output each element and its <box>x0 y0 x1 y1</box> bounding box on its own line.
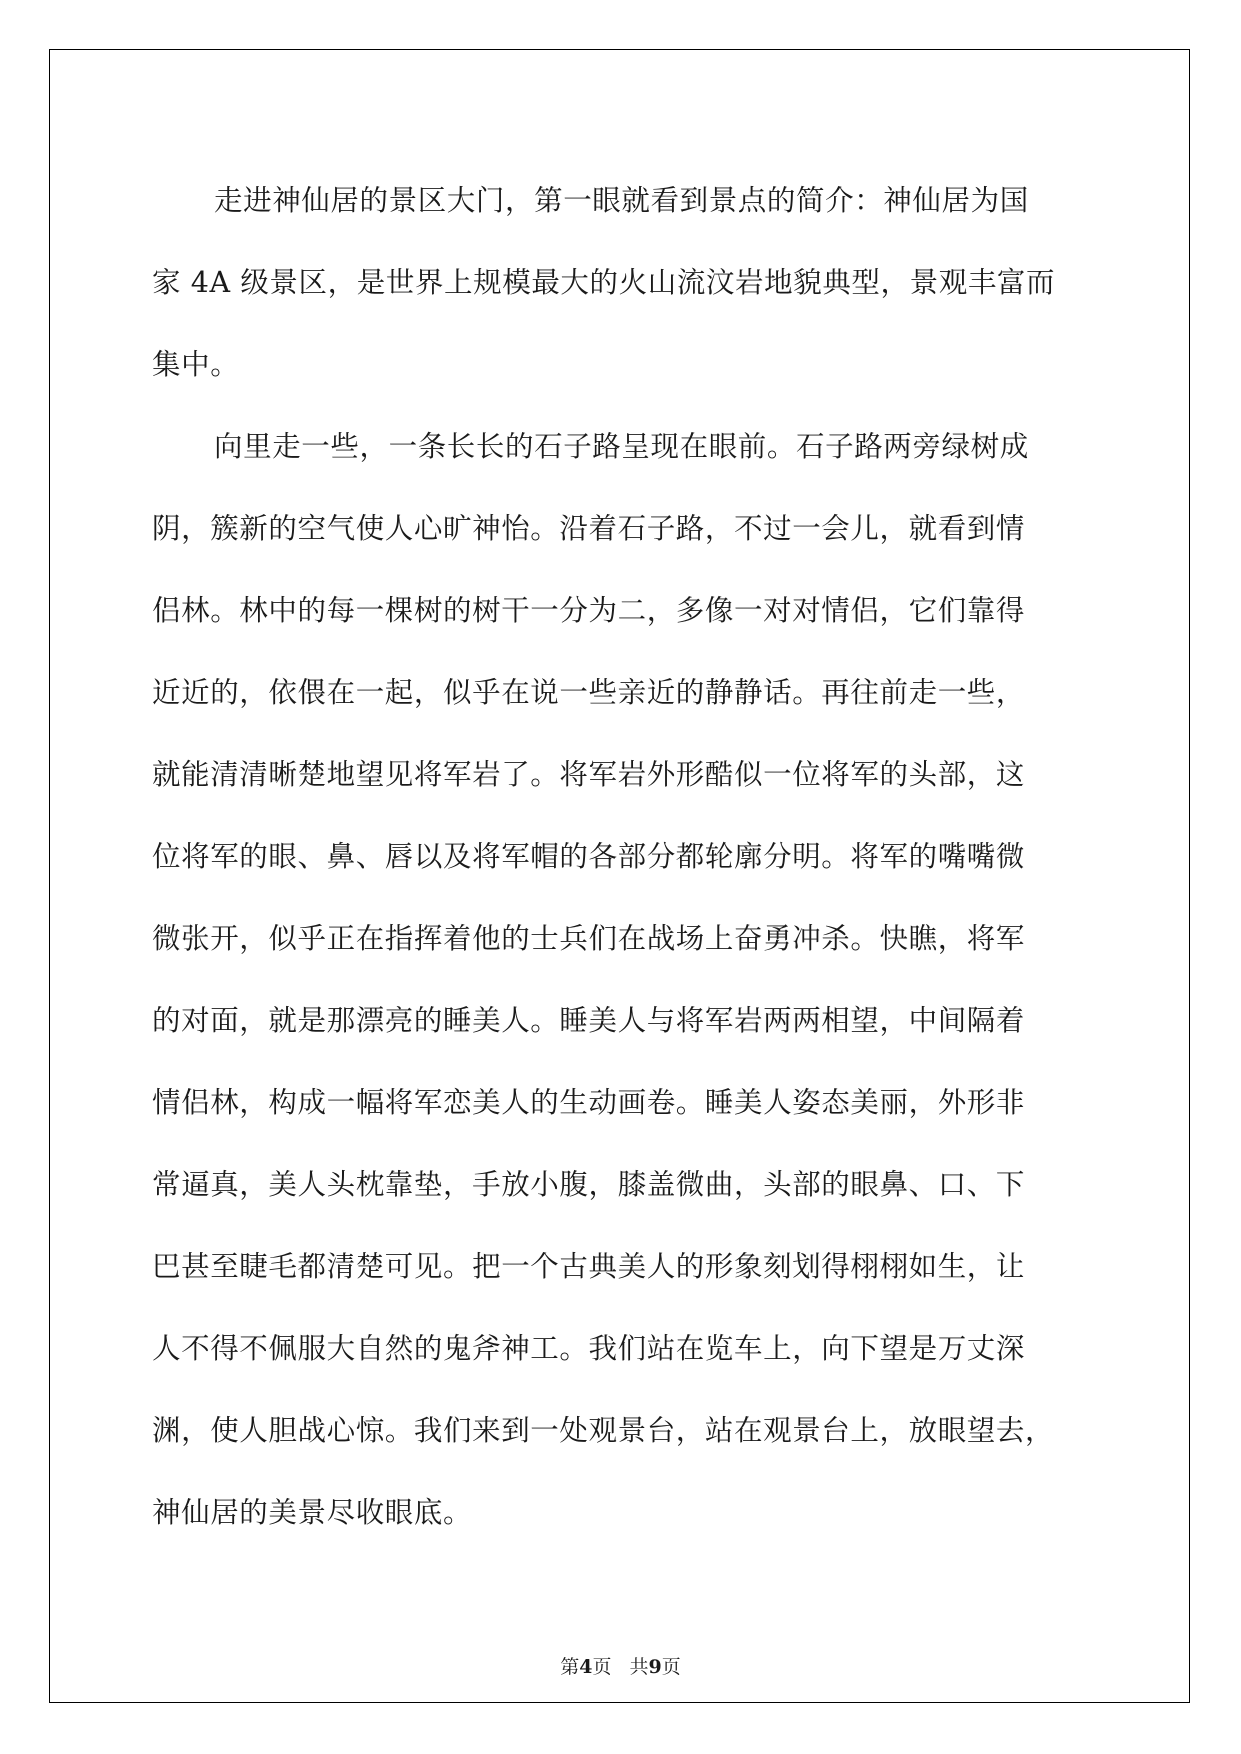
page-label-suffix: 页 <box>592 1656 612 1678</box>
paragraph-2-line-12: 人不得不佩服大自然的鬼斧神工。我们站在览车上，向下望是万丈深 <box>152 1332 1026 1365</box>
paragraph-2-line-2: 阴，簇新的空气使人心旷神怡。沿着石子路，不过一会儿，就看到情 <box>152 512 1026 545</box>
total-page-number: 9 <box>648 1656 662 1678</box>
current-page-number: 4 <box>579 1656 593 1678</box>
page-label-prefix: 第 <box>560 1656 580 1678</box>
paragraph-2-line-14: 神仙居的美景尽收眼底。 <box>152 1496 473 1529</box>
paragraph-2-line-10: 常逼真，美人头枕靠垫，手放小腹，膝盖微曲，头部的眼鼻、口、下 <box>152 1168 1026 1201</box>
paragraph-1-line-3: 集中。 <box>152 348 240 381</box>
paragraph-2-line-4: 近近的，依偎在一起，似乎在说一些亲近的静静话。再往前走一些， <box>152 676 1026 709</box>
document-body <box>152 160 1092 1554</box>
page-footer <box>0 1655 1241 1679</box>
total-label-prefix: 共 <box>629 1656 649 1678</box>
paragraph-2-line-13: 渊，使人胆战心惊。我们来到一处观景台，站在观景台上，放眼望去， <box>152 1414 1055 1447</box>
paragraph-2-line-11: 巴甚至睫毛都清楚可见。把一个古典美人的形象刻划得栩栩如生，让 <box>152 1250 1026 1283</box>
paragraph-2-line-3: 侣林。林中的每一棵树的树干一分为二，多像一对对情侣，它们靠得 <box>152 594 1026 627</box>
paragraph-2-line-9: 情侣林，构成一幅将军恋美人的生动画卷。睡美人姿态美丽，外形非 <box>152 1086 1026 1119</box>
total-label-suffix: 页 <box>661 1656 681 1678</box>
paragraph-2-line-5: 就能清清晰楚地望见将军岩了。将军岩外形酷似一位将军的头部，这 <box>152 758 1026 791</box>
paragraph-1-line-1: 走进神仙居的景区大门，第一眼就看到景点的简介：神仙居为国 <box>214 184 1029 217</box>
paragraph-1-line-2: 家 4A 级景区，是世界上规模最大的火山流汶岩地貌典型，景观丰富而 <box>152 266 1056 299</box>
paragraph-2-line-7: 微张开，似乎正在指挥着他的士兵们在战场上奋勇冲杀。快瞧，将军 <box>152 922 1026 955</box>
paragraph-2-line-1: 向里走一些，一条长长的石子路呈现在眼前。石子路两旁绿树成 <box>214 430 1029 463</box>
paragraph-2-line-6: 位将军的眼、鼻、唇以及将军帽的各部分都轮廓分明。将军的嘴嘴微 <box>152 840 1026 873</box>
paragraph-2-line-8: 的对面，就是那漂亮的睡美人。睡美人与将军岩两两相望，中间隔着 <box>152 1004 1026 1037</box>
